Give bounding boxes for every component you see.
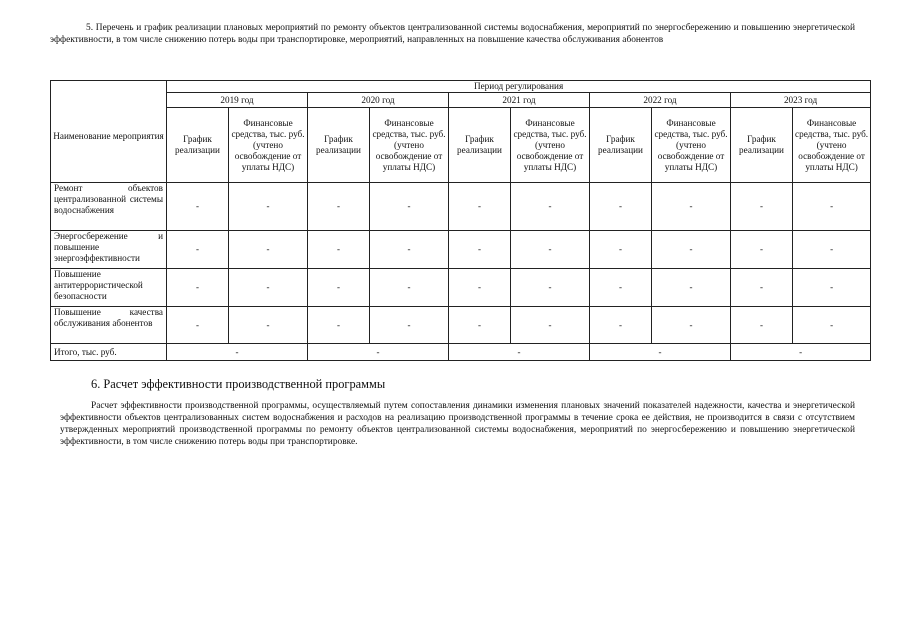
table-cell: - (229, 269, 308, 307)
table-cell: - (370, 269, 449, 307)
table-row (51, 307, 871, 344)
table-cell: - (449, 307, 511, 344)
finance-subheader: Финансовые средства, тыс. руб. (учтено освобождение от уплаты НДС) (793, 108, 871, 183)
schedule-subheader: График реализации (590, 108, 652, 183)
total-cell: - (590, 344, 731, 361)
table-row (51, 183, 871, 231)
year-header: 2019 год (167, 93, 308, 108)
total-row (51, 344, 871, 361)
total-cell: - (308, 344, 449, 361)
table-cell: - (590, 231, 652, 269)
total-cell: - (731, 344, 871, 361)
table-cell: - (167, 269, 229, 307)
schedule-subheader: График реализации (308, 108, 370, 183)
table-cell: - (731, 269, 793, 307)
table-cell: - (731, 183, 793, 231)
table-cell: - (370, 307, 449, 344)
table-cell: - (229, 231, 308, 269)
table-cell: - (793, 183, 871, 231)
activity-name: Ремонт объектов централизованной системы водоснабжения (51, 183, 167, 231)
table-cell: - (167, 307, 229, 344)
table-cell: - (731, 231, 793, 269)
table-cell: - (229, 183, 308, 231)
table-cell: - (511, 269, 590, 307)
table-row (51, 269, 871, 307)
period-header: Период регулирования (167, 81, 871, 93)
table-cell: - (308, 269, 370, 307)
table-cell: - (229, 307, 308, 344)
table-cell: - (793, 307, 871, 344)
table-cell: - (370, 231, 449, 269)
total-cell: - (449, 344, 590, 361)
table-cell: - (370, 183, 449, 231)
table-cell: - (167, 183, 229, 231)
total-cell: - (167, 344, 308, 361)
table-cell: - (511, 231, 590, 269)
section-6-title: 6. Расчет эффективности производственной программы (91, 377, 386, 391)
year-header: 2020 год (308, 93, 449, 108)
year-header: 2022 год (590, 93, 731, 108)
section-5-intro: 5. Перечень и график реализации плановых мероприятий по ремонту объектов централизованной системы водоснабжения, мероприятий по энергосбережению и повышению энергетической эффективности, в том числе снижению потерь воды при транспортировке, мероприятий, направленных на повышение качества обслуживания абонентов (50, 23, 855, 45)
table-cell: - (308, 307, 370, 344)
table-cell: - (511, 183, 590, 231)
total-label: Итого, тыс. руб. (51, 344, 167, 361)
table-cell: - (793, 231, 871, 269)
activities-schedule-table (50, 80, 871, 361)
table-cell: - (449, 269, 511, 307)
table-cell: - (511, 307, 590, 344)
table-cell: - (308, 231, 370, 269)
table-cell: - (449, 183, 511, 231)
finance-subheader: Финансовые средства, тыс. руб. (учтено освобождение от уплаты НДС) (652, 108, 731, 183)
schedule-subheader: График реализации (167, 108, 229, 183)
table-cell: - (793, 269, 871, 307)
finance-subheader: Финансовые средства, тыс. руб. (учтено освобождение от уплаты НДС) (370, 108, 449, 183)
activity-name: Энергосбережение и повышение энергоэффективности (51, 231, 167, 269)
activity-name: Повышение антитеррористической безопасности (51, 269, 167, 307)
table-cell: - (590, 183, 652, 231)
table-cell: - (308, 183, 370, 231)
table-cell: - (167, 231, 229, 269)
table-cell: - (652, 307, 731, 344)
table-cell: - (652, 269, 731, 307)
table-cell: - (449, 231, 511, 269)
activity-name: Повышение качества обслуживания абонентов (51, 307, 167, 344)
table-cell: - (590, 307, 652, 344)
schedule-subheader: График реализации (731, 108, 793, 183)
section-6-body: Расчет эффективности производственной программы, осуществляемый путем сопоставления динамики изменения плановых значений показателей надежности, качества и энергетической эффективности объектов централизованных систем водоснабжения и расходов на реализацию производственной программы в течение срока ее действия, не производится в связи с отсутствием утвержденных мероприятий производственной программы по ремонту объектов централизованной системы водоснабжения, мероприятий по энергосбережению и повышению энергетической эффективности, в том числе снижению потерь воды при транспортировке. (60, 401, 855, 447)
schedule-subheader: График реализации (449, 108, 511, 183)
finance-subheader: Финансовые средства, тыс. руб. (учтено освобождение от уплаты НДС) (511, 108, 590, 183)
table-cell: - (590, 269, 652, 307)
finance-subheader: Финансовые средства, тыс. руб. (учтено освобождение от уплаты НДС) (229, 108, 308, 183)
name-column-header: Наименование мероприятия (51, 81, 167, 183)
table-row (51, 231, 871, 269)
table-cell: - (652, 183, 731, 231)
table-cell: - (652, 231, 731, 269)
year-header: 2023 год (731, 93, 871, 108)
year-header: 2021 год (449, 93, 590, 108)
table-cell: - (731, 307, 793, 344)
